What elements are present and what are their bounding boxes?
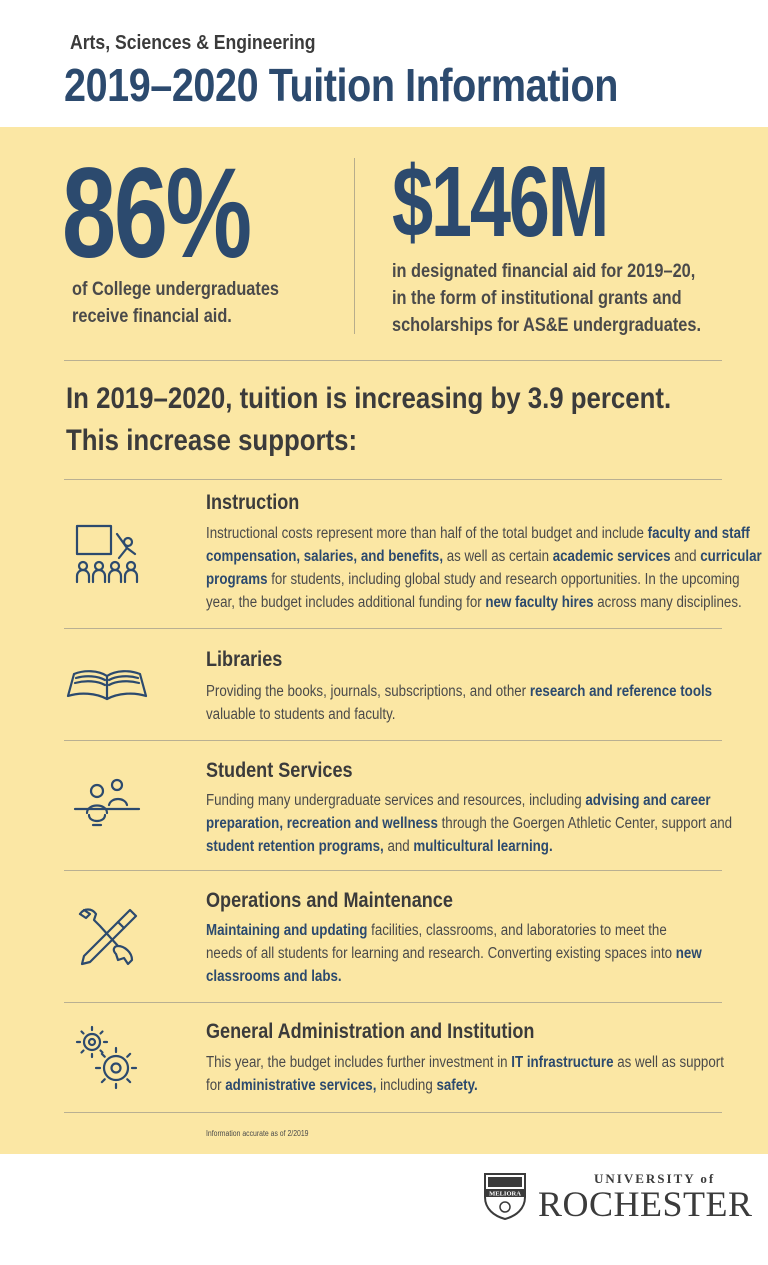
stat-aid-amount-caption bbox=[392, 258, 701, 339]
body-text: year, the budget includes additional funding for bbox=[206, 594, 486, 611]
footnote: Information accurate as of 2/2019 bbox=[206, 1129, 309, 1138]
section-title-instruction: Instruction bbox=[206, 491, 300, 514]
page-title: 2019–2020 Tuition Information bbox=[64, 59, 618, 111]
body-line bbox=[206, 568, 762, 591]
body-text: Funding many undergraduate services and resources, including bbox=[206, 792, 586, 809]
body-line bbox=[206, 703, 712, 726]
highlight-text: compensation, salaries, and benefits, bbox=[206, 548, 444, 565]
people-icon bbox=[64, 774, 150, 832]
section-title-operations: Operations and Maintenance bbox=[206, 889, 453, 912]
body-line bbox=[206, 835, 732, 858]
body-text: and bbox=[383, 838, 414, 855]
caption-line: of College undergraduates bbox=[72, 279, 280, 300]
logo-main-text: ROCHESTER bbox=[538, 1184, 753, 1224]
divider bbox=[64, 479, 722, 480]
body-text: and bbox=[670, 548, 701, 565]
highlight-text: Maintaining and updating bbox=[206, 922, 368, 939]
body-line bbox=[206, 789, 732, 812]
highlight-text: new bbox=[675, 945, 702, 962]
body-text: Instructional costs represent more than half of the total budget and include bbox=[206, 525, 648, 542]
body-text: valuable to students and faculty. bbox=[206, 706, 396, 723]
highlight-text: research and reference tools bbox=[529, 683, 713, 700]
highlight-text: preparation, recreation and wellness bbox=[206, 815, 438, 832]
body-line bbox=[206, 1051, 724, 1074]
caption-line: in the form of institutional grants and bbox=[392, 288, 682, 309]
body-text: for students, including global study and research opportunities. In the upcoming bbox=[267, 571, 740, 588]
stat-aid-amount: $146M bbox=[392, 146, 608, 258]
body-line bbox=[206, 942, 702, 965]
body-line bbox=[206, 522, 762, 545]
body-text: This year, the budget includes further investment in bbox=[206, 1054, 512, 1071]
body-text: through the Goergen Athletic Center, support and bbox=[437, 815, 733, 832]
intro-line: In 2019–2020, tuition is increasing by 3.9 percent. bbox=[66, 382, 672, 415]
page-header bbox=[0, 0, 768, 127]
highlight-text: IT infrastructure bbox=[511, 1054, 614, 1071]
section-body-instruction bbox=[206, 522, 762, 614]
section-title-administration: General Administration and Institution bbox=[206, 1020, 535, 1043]
highlight-text: new faculty hires bbox=[485, 594, 594, 611]
body-line bbox=[206, 965, 702, 988]
gears-icon bbox=[64, 1024, 150, 1090]
eyebrow-title: Arts, Sciences & Engineering bbox=[70, 32, 316, 54]
section-body-student-services bbox=[206, 789, 732, 858]
highlight-text: curricular bbox=[700, 548, 762, 565]
highlight-text: student retention programs, bbox=[206, 838, 384, 855]
highlight-text: academic services bbox=[552, 548, 671, 565]
section-title-student-services: Student Services bbox=[206, 759, 353, 782]
caption-line: in designated financial aid for 2019–20, bbox=[392, 261, 696, 282]
divider bbox=[64, 1112, 722, 1113]
highlight-text: administrative services, bbox=[225, 1077, 377, 1094]
section-body-libraries bbox=[206, 680, 712, 726]
shield-seal-icon bbox=[482, 1171, 528, 1221]
section-title-libraries: Libraries bbox=[206, 648, 283, 671]
section-body-administration bbox=[206, 1051, 724, 1097]
divider bbox=[64, 360, 722, 361]
highlight-text: safety. bbox=[436, 1077, 478, 1094]
divider bbox=[64, 628, 722, 629]
logo-top-text: UNIVERSITY of bbox=[594, 1171, 716, 1186]
logo-wordmark bbox=[538, 1171, 753, 1224]
stat-divider bbox=[354, 158, 355, 334]
highlight-text: multicultural learning. bbox=[413, 838, 553, 855]
body-text: needs of all students for learning and research. Converting existing spaces into bbox=[206, 945, 676, 962]
body-text: across many disciplines. bbox=[593, 594, 742, 611]
tuition-increase-heading bbox=[66, 378, 671, 462]
section-body-operations bbox=[206, 919, 702, 988]
caption-line: receive financial aid. bbox=[72, 306, 232, 327]
seal-text: MELIORA bbox=[489, 1190, 521, 1198]
highlight-text: advising and career bbox=[585, 792, 711, 809]
body-text: Providing the books, journals, subscriptions, and other bbox=[206, 683, 530, 700]
highlight-text: classrooms and labs. bbox=[206, 968, 342, 985]
open-book-icon bbox=[64, 664, 150, 704]
highlight-text: programs bbox=[206, 571, 268, 588]
body-line bbox=[206, 545, 762, 568]
highlight-text: faculty and staff bbox=[647, 525, 750, 542]
body-line bbox=[206, 919, 702, 942]
divider bbox=[64, 1002, 722, 1003]
body-line bbox=[206, 680, 712, 703]
stat-aid-percent: 86% bbox=[62, 142, 250, 285]
body-text: for bbox=[206, 1077, 226, 1094]
body-text: facilities, classrooms, and laboratories to meet the bbox=[367, 922, 667, 939]
tools-icon bbox=[64, 904, 150, 968]
body-text: as well as support bbox=[613, 1054, 724, 1071]
divider bbox=[64, 740, 722, 741]
intro-line: This increase supports: bbox=[66, 424, 358, 457]
body-text: as well as certain bbox=[443, 548, 553, 565]
classroom-icon bbox=[64, 522, 150, 586]
body-text: including bbox=[376, 1077, 437, 1094]
university-logo bbox=[482, 1170, 753, 1222]
body-line bbox=[206, 812, 732, 835]
stat-aid-percent-caption bbox=[72, 276, 279, 330]
body-line bbox=[206, 1074, 724, 1097]
body-line bbox=[206, 591, 762, 614]
caption-line: scholarships for AS&E undergraduates. bbox=[392, 315, 702, 336]
divider bbox=[64, 870, 722, 871]
